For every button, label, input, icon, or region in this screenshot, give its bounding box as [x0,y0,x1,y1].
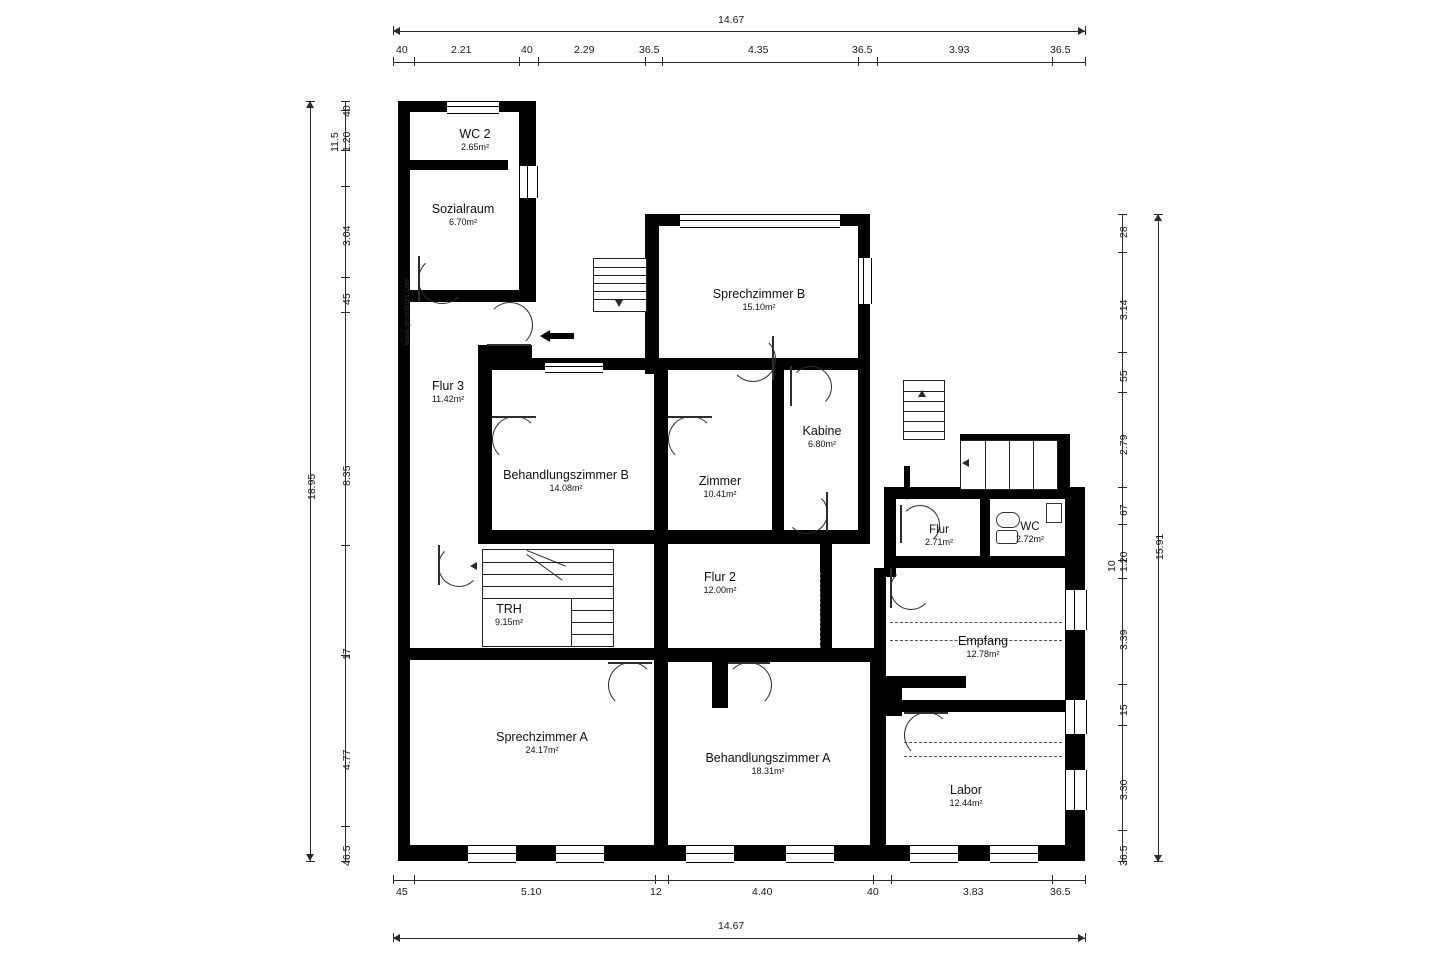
watermark-label: www.grundriss.com [404,277,411,345]
dim-bottom-seg-3: 4.40 [752,886,773,898]
dim-tick [341,826,350,827]
entrance-arrow-down [900,466,914,505]
stair-east-entry [960,440,1058,490]
dim-bottom-seg-5: 3.83 [963,886,984,898]
room-area: 12.00m² [703,584,737,595]
room-trh [460,598,558,632]
dim-top-overall-label: 14.67 [718,14,745,26]
dim-right-seg-7: 3.39 [1118,629,1130,650]
dim-tick [668,875,669,884]
dim-tick [645,57,646,66]
room-area: 12.78m² [966,648,1000,659]
room-wc2 [430,123,520,157]
dim-tick [1118,214,1127,215]
door-sprechzimmer-b-south [730,336,776,382]
window-south-1 [468,845,516,863]
dim-tick [655,875,656,884]
room-area: 11.42m² [431,393,465,404]
door-kabine-south [786,492,828,534]
window-annex-right [519,166,538,198]
door-leaf [726,662,770,664]
window-south-3 [686,845,734,863]
dim-tick [877,57,878,66]
dim-tick [1118,684,1127,685]
door-leaf [487,344,531,346]
room-name: Sprechzimmer A [496,730,588,745]
counter-outline-labor-top [904,742,1062,743]
room-name: WC [1020,520,1040,533]
dim-tick [1154,861,1163,862]
dim-top-seg-7: 3.93 [949,44,970,56]
window-mullion [1074,770,1075,810]
room-area: 10.41m² [703,488,737,499]
dim-bottom-seg-0: 45 [396,886,408,898]
room-area: 15.10m² [742,301,776,312]
dim-bottom-seg-2: 12 [650,886,662,898]
wall-empfang-west [874,568,886,678]
dim-tick [1118,352,1127,353]
wall-corridor-east-upper [820,544,832,654]
wall-behandlungb-south [478,530,668,544]
window-mullion [527,166,528,198]
window-south-2 [556,845,604,863]
dim-tick [1154,214,1163,215]
dim-top-seg-0: 40 [396,44,408,56]
dim-tick [1052,57,1053,66]
dim-right-seg-0: 28 [1118,226,1130,238]
room-empfang [918,630,1048,664]
room-name: Kabine [802,424,842,439]
wall-door-jamb-1 [654,660,668,700]
stair-direction-arrow [962,459,969,467]
door-leaf [900,505,902,543]
dim-right-seg-4: 67 [1118,504,1130,516]
wall-door-jamb-2 [712,660,728,708]
dim-tick [414,57,415,66]
dim-tick [341,545,350,546]
room-name: Behandlungszimmer B [503,468,629,483]
dim-left-seg-5: 8.35 [341,465,353,486]
wall-wc-west [980,499,990,557]
dim-top-seg-8: 36.5 [1050,44,1071,56]
room-name: Empfang [957,634,1009,649]
window-mullion [1074,590,1075,630]
dim-tick [1085,933,1086,942]
door-zimmer-west [668,416,714,462]
wall-kabine-south [784,530,870,544]
room-sozialraum [408,198,518,232]
dim-right-seg-3: 2.79 [1118,434,1130,455]
dim-tick [662,57,663,66]
window-south-6 [990,845,1038,863]
dim-bottom-seg-1: 5.10 [521,886,542,898]
opening-outline-flur2 [820,572,821,648]
dim-top-chain-line [393,62,1085,63]
stair-direction-arrow [615,300,623,307]
dim-bottom-seg-4: 40 [867,886,879,898]
room-area: 6.80m² [807,438,836,449]
dim-tick [891,875,892,884]
window-mullion [556,853,604,854]
window-east-2 [1065,700,1087,734]
room-area: 18.31m² [751,765,785,776]
door-leaf [438,545,440,585]
counter-outline-empfang-top [890,622,1062,623]
window-mullion [1074,700,1075,734]
wall-door-jamb-3 [886,676,902,716]
room-name: Zimmer [698,474,742,489]
dim-tick [1118,578,1127,579]
window-south-5 [910,845,958,863]
dim-top-seg-2: 40 [521,44,533,56]
room-area: 24.17m² [525,744,559,755]
wall-zimmer-east [772,370,784,544]
dim-left-seg-3: 3.04 [341,225,353,246]
room-area: 12.44m² [949,797,983,808]
door-behandlungszimmer-a [726,662,772,708]
wall-behandlungb-east [654,370,668,544]
dim-arrow [306,854,314,861]
window-mullion [680,220,840,221]
dim-left-seg-1: 1.20 [341,131,353,152]
room-behandlungszimmer-b [478,464,654,498]
room-name: TRH [496,602,522,617]
door-labor [904,712,950,758]
dim-left-seg-7: 4.77 [341,749,353,770]
dim-right-seg-5: 1.20 [1118,551,1130,572]
door-kabine-west [790,366,832,408]
dim-tick [1085,875,1086,884]
dim-bottom-chain-line [393,880,1085,881]
dim-bottom-seg-6: 36.5 [1050,886,1071,898]
dim-tick [341,277,350,278]
room-area: 2.65m² [460,141,489,152]
door-leaf [790,366,792,406]
dim-right-overall-label: 15.91 [1154,533,1166,560]
dim-tick [1118,252,1127,253]
room-flur3 [404,375,492,409]
room-name: Sozialraum [431,202,495,217]
window-mullion [686,853,734,854]
dim-tick [341,312,350,313]
window-east-3 [1065,770,1087,810]
dim-right-seg-2: 55 [1118,370,1130,382]
window-mullion [863,258,864,304]
dim-left-seg-8: 46.5 [341,845,353,866]
room-area: 2.71m² [924,537,953,548]
dim-tick [1118,524,1127,525]
door-leaf [668,416,712,418]
dim-top-overall-line [393,31,1085,32]
window-south-4 [786,845,834,863]
dim-tick [858,57,859,66]
wall-flur2-west [654,544,668,662]
dim-arrow [393,27,400,35]
dim-right-seg-9: 3.30 [1118,779,1130,800]
window-mullion [990,853,1038,854]
room-sprechzimmer-a [452,726,632,760]
window-annex-top [447,101,499,114]
dim-tick [306,861,315,862]
door-flur3-entry [487,302,533,348]
room-name: Flur 3 [432,379,464,394]
dim-tick [341,101,350,102]
window-mullion [545,366,603,367]
entrance-arrow-west [540,329,574,348]
door-trh-west [438,545,480,587]
door-leaf [492,416,536,418]
dim-arrow [393,934,400,942]
room-kabine [784,420,860,454]
dim-tick [341,186,350,187]
dim-right-seg-6: 10 [1106,560,1118,572]
wall-zimmer-south [654,530,784,544]
dim-top-seg-3: 2.29 [574,44,595,56]
dim-tick [414,875,415,884]
room-sprechzimmer-b [659,283,859,317]
wall-trh-south [410,648,654,660]
dim-tick [393,933,394,942]
window-east-1 [1065,590,1087,630]
door-behandlungszimmer-b [492,416,538,462]
dim-arrow [306,101,314,108]
door-sozialraum [418,256,466,304]
room-name: Flur [929,523,949,536]
door-leaf [418,256,420,302]
room-name: Behandlungszimmer A [705,751,831,766]
door-leaf [608,662,652,664]
wall-north-west-return [645,214,659,374]
room-area: 2.72m² [1015,534,1044,545]
stair-kabine-east [903,380,945,440]
dim-top-seg-1: 2.21 [451,44,472,56]
dim-arrow [1078,27,1085,35]
dim-tick [1118,392,1127,393]
window-mullion [468,853,516,854]
dim-tick [393,875,394,884]
room-flur2 [668,566,772,600]
door-leaf [772,336,774,380]
room-area: 6.70m² [448,216,477,227]
dim-tick [393,57,394,66]
dim-tick [306,101,315,102]
door-sprechzimmer-a [608,662,654,708]
window-interior-flur3 [545,362,603,373]
window-north-main [680,214,840,228]
dim-left-seg-6: 17 [341,648,353,660]
window-mullion [786,853,834,854]
dim-right-seg-10: 36.5 [1118,845,1130,866]
wall-flur2-south [654,648,884,662]
stair-direction-arrow [918,390,926,397]
room-name: Flur 2 [704,570,736,585]
door-empfang-north [890,568,932,610]
room-name: Sprechzimmer B [712,287,806,302]
dim-tick [1085,57,1086,66]
window-mullion [910,853,958,854]
room-zimmer [668,470,772,504]
dim-arrow [1154,214,1162,221]
room-labor [910,779,1022,813]
dim-top-seg-4: 36.5 [639,44,660,56]
counter-outline-labor-bottom [904,756,1062,757]
window-north-east [858,258,872,304]
door-leaf [826,492,828,532]
room-name: Labor [950,783,982,798]
door-leaf [890,568,892,608]
wall-stairblock-east [1056,434,1070,490]
wall-wc2-bottom [398,160,508,170]
dim-tick [393,26,394,35]
dim-arrow [1078,934,1085,942]
door-leaf [904,712,948,714]
room-wc [1000,518,1060,548]
wall-annex-right [519,101,536,301]
room-flur [906,521,972,551]
dim-top-seg-5: 4.35 [748,44,769,56]
dim-tick [1118,487,1127,488]
dim-left-seg-0: 40 [341,105,353,117]
dim-right-seg-1: 3.14 [1118,299,1130,320]
dim-top-seg-6: 36.5 [852,44,873,56]
dim-left-overall-label: 18.95 [306,473,318,500]
dim-tick [873,875,874,884]
dim-tick [538,57,539,66]
room-name: WC 2 [459,127,491,142]
dim-right-seg-8: 15 [1118,704,1130,716]
dim-left-seg-2: 11.5 [329,132,341,152]
dim-tick [519,57,520,66]
dim-tick [1085,26,1086,35]
room-behandlungszimmer-a [678,747,858,781]
dim-bottom-overall-label: 14.67 [718,920,745,932]
wall-behandlungsa-east [870,660,886,846]
wall-empfang-south [886,700,1066,712]
dim-bottom-overall-line [393,938,1085,939]
dim-tick [1118,725,1127,726]
dim-tick [1052,875,1053,884]
dim-left-seg-4: 45 [341,293,353,305]
room-area: 14.08m² [549,482,583,493]
room-area: 9.15m² [494,616,523,627]
wall-wc-south [884,556,1066,568]
dim-tick [1118,830,1127,831]
window-mullion [447,106,499,107]
